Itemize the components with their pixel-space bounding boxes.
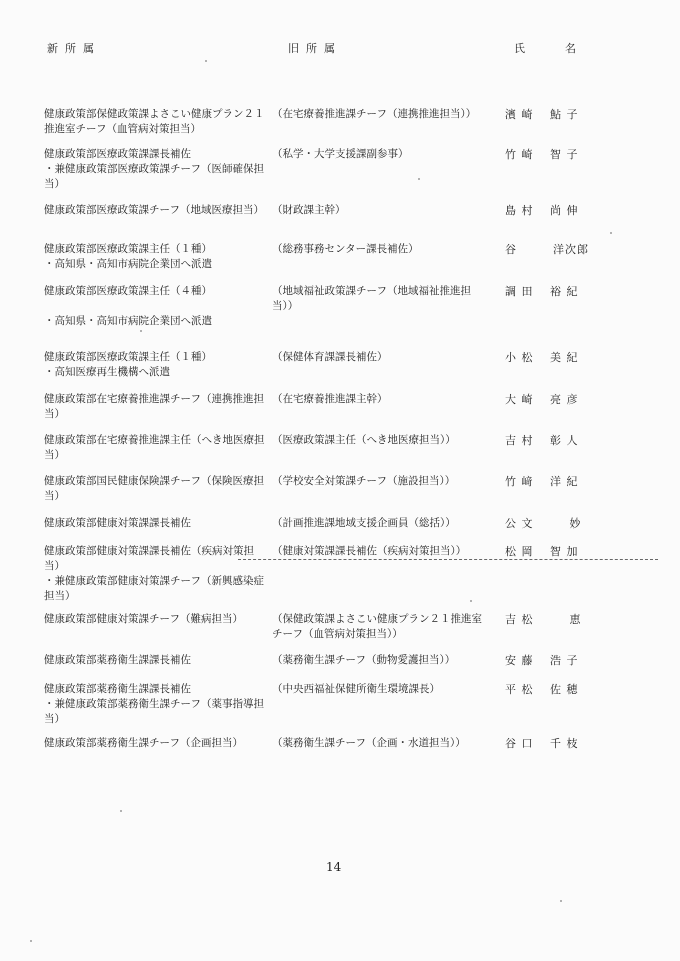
old-department: （保健政策課よさこい健康プラン２１推進室チーフ（血管病対策担当）） xyxy=(272,613,482,640)
old-department: （学校安全対策課チーフ（施設担当）） xyxy=(272,475,456,487)
old-department: （中央西福祉保健所衛生環境課長） xyxy=(272,683,440,695)
old-department: （計画推進課地域支援企画員（総括）） xyxy=(272,517,456,529)
scan-speck xyxy=(470,600,472,602)
new-department: 健康政策部医療政策課主任（１種） ・高知県・高知市病院企業団へ派遣 xyxy=(44,243,212,270)
scan-dashed-line xyxy=(238,559,658,560)
old-department: （地域福祉政策課チーフ（地域福祉推進担当）） xyxy=(272,285,471,312)
scan-speck xyxy=(205,60,207,62)
person-name: 平 松 佐 穂 xyxy=(505,683,579,696)
new-department: 健康政策部医療政策課課長補佐 ・兼健康政策部医療政策課チーフ（医師確保担当） xyxy=(44,148,264,190)
person-name: 濱 崎 鮎 子 xyxy=(505,108,579,121)
person-name: 竹 﨑 洋 紀 xyxy=(505,475,579,488)
new-department: 健康政策部医療政策課チーフ（地域医療担当） xyxy=(44,204,264,216)
header-old-department: 旧所属 xyxy=(288,42,342,55)
header-new-department: 新所属 xyxy=(47,42,101,55)
page-number: 14 xyxy=(326,860,342,874)
scan-speck xyxy=(120,810,122,812)
scan-speck xyxy=(418,178,420,180)
person-name: 公 文 妙 xyxy=(505,517,582,530)
person-name: 谷 洋次郎 xyxy=(505,243,589,256)
new-department: 健康政策部在宅療養推進課チーフ（連携推進担当） xyxy=(44,393,264,420)
header-name xyxy=(514,40,576,56)
scan-speck xyxy=(610,232,612,234)
old-department: （私学・大学支援課副参事） xyxy=(272,148,409,160)
new-department: 健康政策部健康対策課課長補佐（疾病対策担当） ・兼健康政策部健康対策課チーフ（新興感染症担当） xyxy=(44,545,264,602)
new-department: 健康政策部国民健康保険課チーフ（保険医療担当） xyxy=(44,475,264,502)
person-name: 島 村 尚 伸 xyxy=(505,204,579,217)
new-department: 健康政策部医療政策課主任（１種） ・高知医療再生機構へ派遣 xyxy=(44,351,212,378)
old-department: （薬務衛生課チーフ（動物愛護担当）） xyxy=(272,654,456,666)
scan-speck xyxy=(560,900,562,902)
old-department: （保健体育課課長補佐） xyxy=(272,351,388,363)
new-department: 健康政策部薬務衛生課課長補佐 xyxy=(44,654,191,666)
header-name-given: 名 xyxy=(565,42,576,55)
old-department: （在宅療養推進課チーフ（連携推進担当）） xyxy=(272,108,477,120)
person-name: 吉 松 恵 xyxy=(505,613,582,626)
person-name: 松 岡 智 加 xyxy=(505,545,579,558)
old-department: （総務事務センター課長補佐） xyxy=(272,243,419,255)
person-name: 安 藤 浩 子 xyxy=(505,654,579,667)
person-name: 吉 村 彰 人 xyxy=(505,434,579,447)
old-department: （薬務衛生課チーフ（企画・水道担当）） xyxy=(272,737,466,749)
person-name: 大 崎 亮 彦 xyxy=(505,393,579,406)
old-department: （財政課主幹） xyxy=(272,204,346,216)
scan-speck xyxy=(30,940,32,942)
person-name: 調 田 裕 紀 xyxy=(505,285,579,298)
new-department: 健康政策部保健政策課よさこい健康プラン２１推進室チーフ（血管病対策担当） xyxy=(44,108,265,135)
new-department: 健康政策部在宅療養推進課主任（へき地医療担当） xyxy=(44,434,265,461)
old-department: （健康対策課課長補佐（疾病対策担当）） xyxy=(272,545,467,557)
new-department: 健康政策部薬務衛生課課長補佐 ・兼健康政策部薬務衛生課チーフ（薬事指導担当） xyxy=(44,683,264,725)
new-department: 健康政策部健康対策課課長補佐 xyxy=(44,517,191,529)
person-name: 谷 口 千 枝 xyxy=(505,737,579,750)
person-name: 小 松 美 紀 xyxy=(505,351,579,364)
new-department: 健康政策部健康対策課チーフ（難病担当） xyxy=(44,613,243,625)
old-department: （在宅療養推進課主幹） xyxy=(272,393,388,405)
scan-speck xyxy=(140,330,142,332)
person-name: 竹 崎 智 子 xyxy=(505,148,579,161)
old-department: （医療政策課主任（へき地医療担当）） xyxy=(272,434,456,446)
new-department: 健康政策部医療政策課主任（４種） ・高知県・高知市病院企業団へ派遣 xyxy=(44,285,212,327)
new-department: 健康政策部薬務衛生課チーフ（企画担当） xyxy=(44,737,243,749)
header-name-surname: 氏 xyxy=(514,42,525,55)
